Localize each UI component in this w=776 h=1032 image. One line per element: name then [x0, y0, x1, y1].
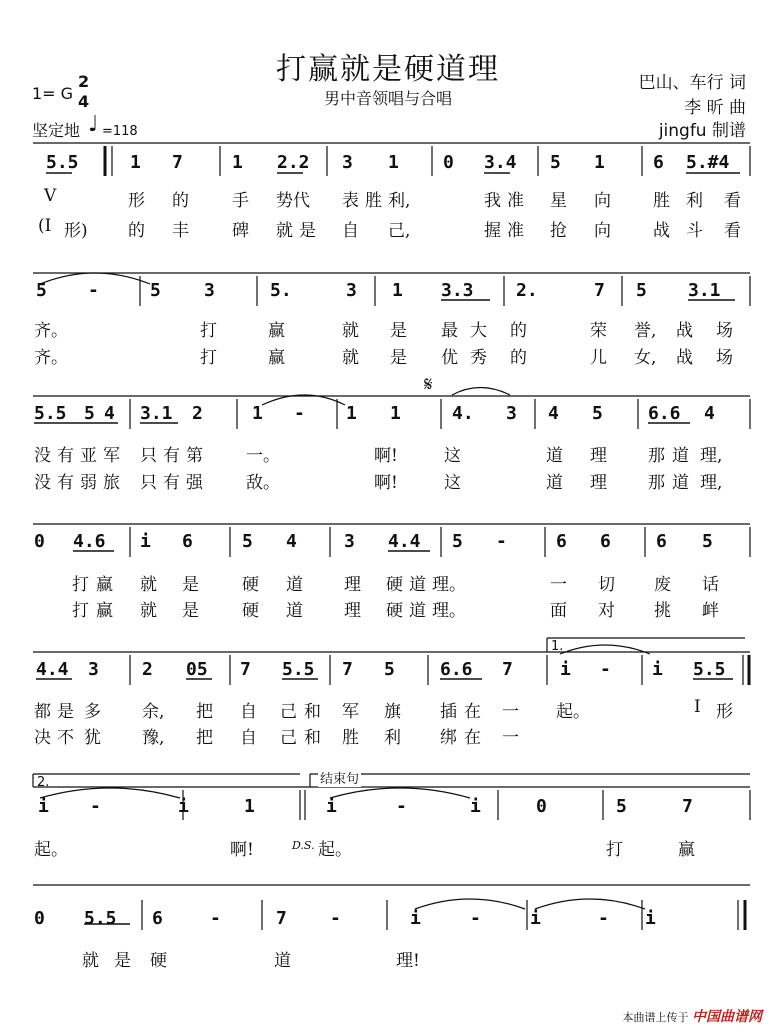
maker-credit: jingfu 制谱 — [658, 121, 746, 141]
note: 1 — [390, 403, 401, 424]
lyrics-line-5-verse-2: 决 不 犹 豫, 把 自 己 和 胜 利 绑 在 一 — [34, 728, 519, 748]
note: 6 — [600, 531, 611, 552]
note: - — [294, 403, 305, 424]
lyrics-line-2-verse-2: 齐。 打 赢 就 是 优 秀 的 儿 女, 战 场 — [34, 348, 733, 368]
note: 1 — [130, 152, 141, 173]
site-logo: 中国曲谱网 — [692, 1009, 762, 1025]
song-subtitle: 男中音领唱与合唱 — [323, 89, 452, 108]
note: 5.5 — [84, 908, 117, 929]
note: 3 — [346, 280, 357, 301]
note: i — [38, 796, 49, 817]
score-line-6 — [0, 796, 776, 836]
note: 1 — [392, 280, 403, 301]
score-line-7 — [0, 908, 776, 948]
lyrics-line-3-verse-1: 没 有 亚 军 只 有 第 一。 啊! 这 道 理 那 道 理, — [34, 446, 723, 466]
note: 7 — [502, 659, 513, 680]
note: 5.5 — [282, 659, 315, 680]
note: i — [652, 659, 663, 680]
note: 5.#4 — [686, 152, 730, 173]
note: 2 — [192, 403, 203, 424]
note: 5.5 — [693, 659, 726, 680]
note: i — [645, 908, 656, 929]
note: 4.6 — [73, 531, 106, 552]
note: 6 — [656, 531, 667, 552]
note: i — [530, 908, 541, 929]
note: 3 — [506, 403, 517, 424]
second-ending-label: 2. — [37, 775, 50, 790]
note: 3 — [344, 531, 355, 552]
first-ending-label: 1. — [551, 639, 564, 654]
tempo-word: 坚定地 — [32, 121, 81, 140]
note: - — [90, 796, 101, 817]
note: 5.5 — [34, 403, 67, 424]
lyrics-line-7: 就 是 硬 道 理! — [82, 951, 420, 971]
note: 3.4 — [484, 152, 517, 173]
note: 5. — [270, 280, 292, 301]
note: i — [410, 908, 421, 929]
note: 3.1 — [140, 403, 173, 424]
note: 1 — [252, 403, 263, 424]
note: 3 — [342, 152, 353, 173]
note: - — [88, 280, 99, 301]
note: 7 — [682, 796, 693, 817]
lyrics-line-1-verse-2: (I 形) 的 丰 碑 就 是 自 己, 握 准 抢 向 战 斗 看 — [38, 216, 741, 241]
note: 2 — [142, 659, 153, 680]
note: 6 — [182, 531, 193, 552]
note: 6.6 — [440, 659, 473, 680]
lyrics-line-5-verse-1: 都 是 多 余, 把 自 己 和 军 旗 插 在 一 起。 I 形 — [34, 697, 733, 722]
tempo-value: =118 — [102, 124, 138, 139]
note: 5 — [616, 796, 627, 817]
score-line-2 — [0, 280, 776, 320]
note: - — [600, 659, 611, 680]
note: 5 — [36, 280, 47, 301]
note: 0 — [34, 908, 45, 929]
note: 1 — [244, 796, 255, 817]
note: - — [396, 796, 407, 817]
ending-section-label: 结束句 — [318, 768, 361, 787]
note: 1 — [232, 152, 243, 173]
note: - — [210, 908, 221, 929]
note: 5 — [84, 403, 95, 424]
note: 0 — [443, 152, 454, 173]
note: 5 — [452, 531, 463, 552]
note: 2. — [516, 280, 538, 301]
note: 4.4 — [36, 659, 69, 680]
score-line-4 — [0, 531, 776, 571]
lyrics-line-3-verse-2: 没 有 弱 旅 只 有 强 敌。 啊! 这 道 理 那 道 理, — [34, 473, 723, 493]
lyrics-line-6: 起。 啊! D.S. 起。 打 赢 — [34, 839, 695, 860]
note: 6 — [653, 152, 664, 173]
note: 6.6 — [648, 403, 681, 424]
time-signature-top: 2 — [78, 72, 90, 91]
composer-credit: 李 昕 曲 — [684, 98, 746, 118]
note: i — [560, 659, 571, 680]
note: - — [598, 908, 609, 929]
note: - — [470, 908, 481, 929]
score-line-5 — [0, 659, 776, 699]
note: 5 — [592, 403, 603, 424]
time-signature-bottom: 4 — [78, 92, 90, 111]
note: 3.1 — [688, 280, 721, 301]
note: 4. — [452, 403, 474, 424]
note: 4 — [104, 403, 115, 424]
note: i — [140, 531, 151, 552]
note: 7 — [342, 659, 353, 680]
note: 4.4 — [388, 531, 421, 552]
note: 6 — [152, 908, 163, 929]
note: 4 — [286, 531, 297, 552]
lyrics-line-4-verse-1: 打 赢 就 是 硬 道 理 硬 道 理。 一 切 废 话 — [72, 575, 719, 595]
lyrics-line-1-verse-1: V 形 的 手 势 代 表 胜 利, 我 准 星 向 胜 利 看 — [44, 186, 741, 211]
note: 1 — [346, 403, 357, 424]
note: 5 — [150, 280, 161, 301]
note: 4 — [704, 403, 715, 424]
note: 0 — [34, 531, 45, 552]
note: 1 — [388, 152, 399, 173]
note: 7 — [240, 659, 251, 680]
note: i — [326, 796, 337, 817]
lyrics-line-2-verse-1: 齐。 打 赢 就 是 最 大 的 荣 誉, 战 场 — [34, 321, 733, 341]
note: 5 — [384, 659, 395, 680]
note: 05 — [186, 659, 208, 680]
note: - — [330, 908, 341, 929]
key-signature: 1= G — [32, 84, 74, 103]
note: i — [178, 796, 189, 817]
lyricist-credit: 巴山、车行 词 — [638, 73, 746, 93]
note: 5 — [636, 280, 647, 301]
score-line-3 — [0, 403, 776, 443]
segno-icon: 𝄋 — [424, 372, 433, 396]
song-title: 打赢就是硬道理 — [276, 52, 500, 87]
footer-credit — [623, 1006, 763, 1026]
note: 7 — [172, 152, 183, 173]
note: i — [470, 796, 481, 817]
note: - — [496, 531, 507, 552]
note: 5 — [702, 531, 713, 552]
note: 0 — [536, 796, 547, 817]
note: 4 — [548, 403, 559, 424]
note: 7 — [276, 908, 287, 929]
note: 5 — [242, 531, 253, 552]
note: 3 — [88, 659, 99, 680]
quarter-note-icon: ♩ — [88, 112, 99, 137]
lyrics-line-4-verse-2: 打 赢 就 是 硬 道 理 硬 道 理。 面 对 挑 衅 — [72, 601, 719, 621]
note: 3.3 — [441, 280, 474, 301]
note: 3 — [204, 280, 215, 301]
footer-text: 本曲谱上传于 — [622, 1011, 689, 1024]
note: 5.5 — [46, 152, 79, 173]
note: 6 — [556, 531, 567, 552]
note: 5 — [550, 152, 561, 173]
note: 7 — [594, 280, 605, 301]
note: 2.2 — [277, 152, 310, 173]
note: 1 — [594, 152, 605, 173]
